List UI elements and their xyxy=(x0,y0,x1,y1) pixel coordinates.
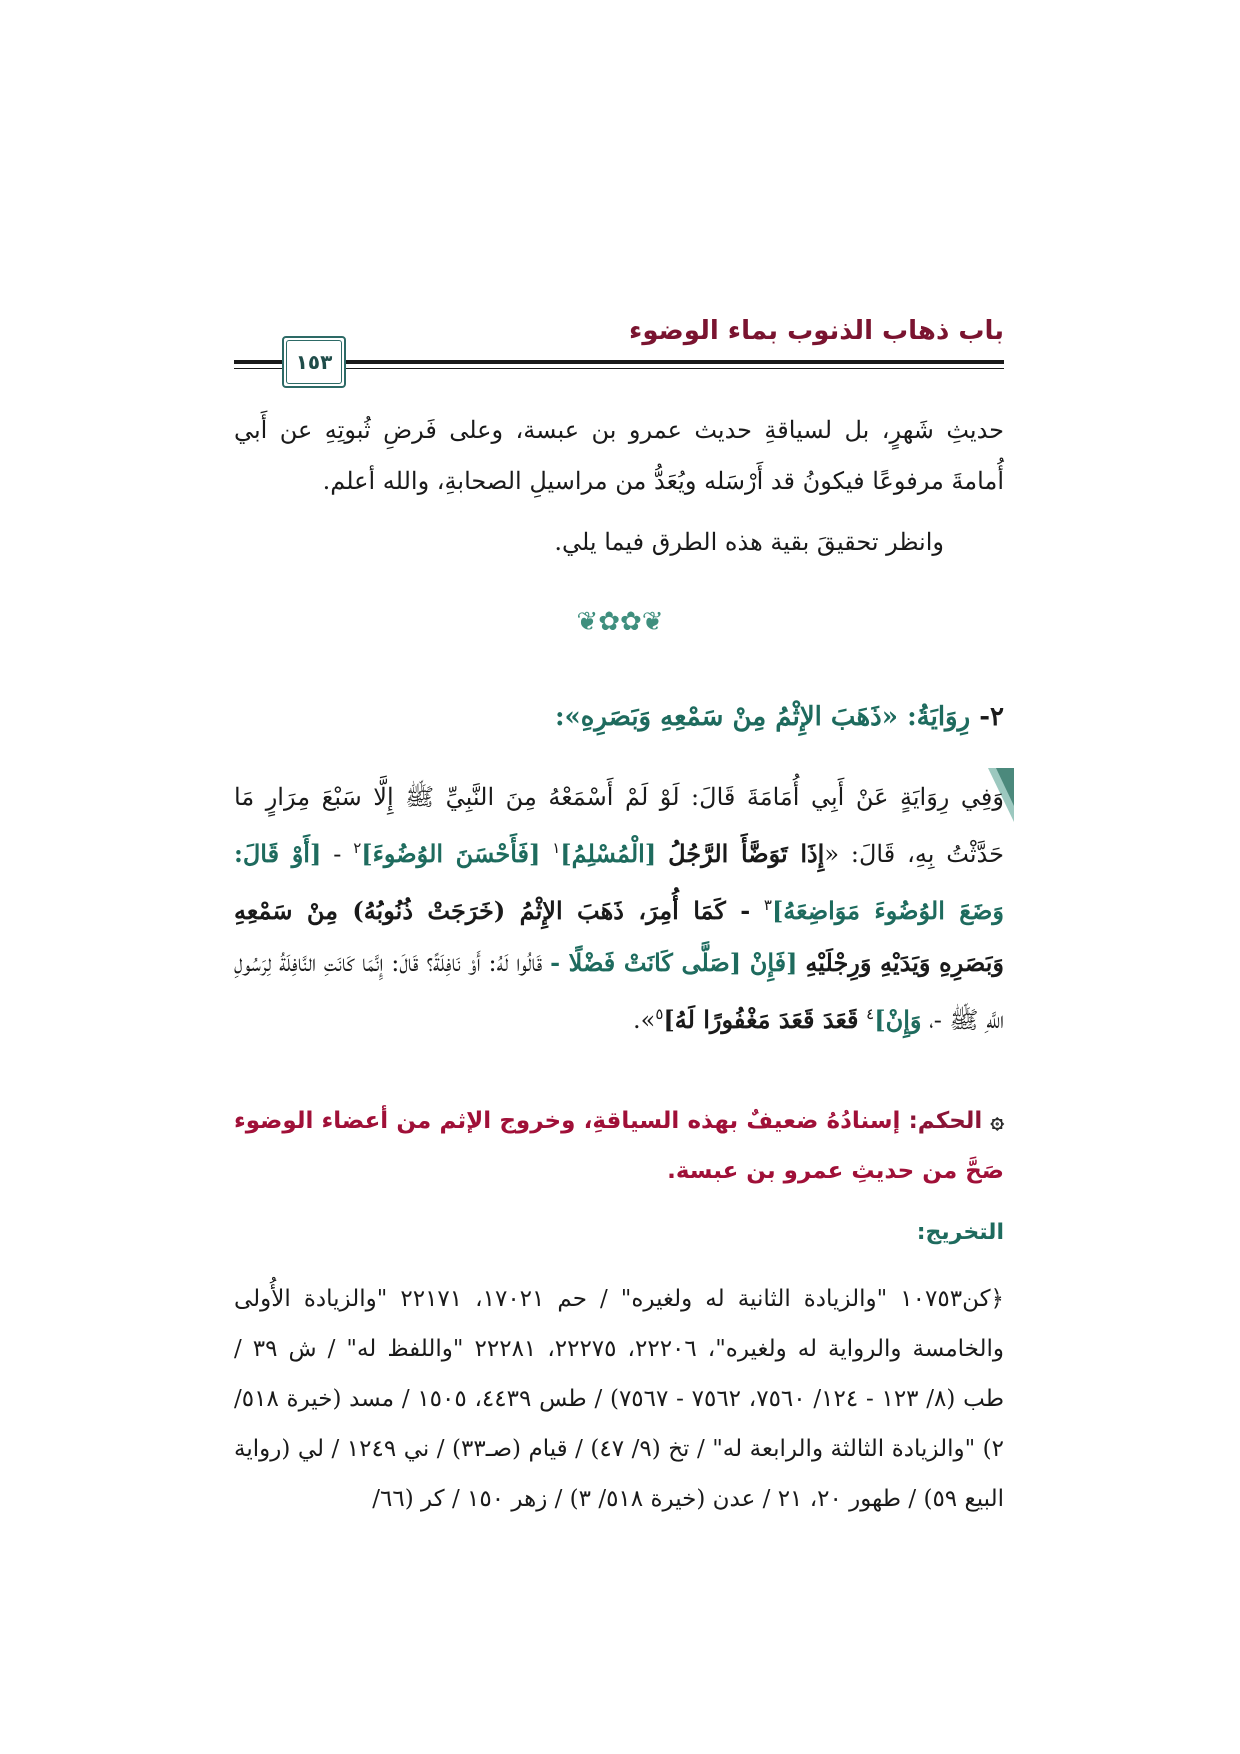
page-number-badge xyxy=(282,336,346,388)
intro-paragraph-2: وانظر تحقيقَ بقية هذه الطرق فيما يلي. xyxy=(554,528,944,556)
header-rule-left-thin xyxy=(236,368,280,369)
footnote-mark-2: ٢ xyxy=(353,839,362,857)
footnote-mark-4: ٤ xyxy=(866,1005,875,1023)
addition-2: [فَأَحْسَنَ الوُضُوءَ] xyxy=(361,839,541,868)
hadith-middle: قَالُوا لَهُ: أَوْ نَافِلَةً؟ قَالَ: إِنَّمَا كَانَتِ النَّافِلَةُ لِرَسُولِ اللَّهِ ﷺ -، xyxy=(234,949,1004,1034)
ruling xyxy=(234,1096,1004,1196)
intro-paragraph: حديثِ شَهرٍ، بل لسياقةِ حديث عمرو بن عبسة، وعلى فَرضِ ثُبوتِهِ عن أَبي أُمامةَ مرفوعًا فيكونُ قد أَرْسَله ويُعَدُّ من مراسيلِ الصحابةِ، والله أعلم. xyxy=(234,416,1004,495)
header-rule xyxy=(234,360,1004,364)
ruling-text: إسنادُهُ ضعيفٌ بهذه السياقةِ، وخروج الإثم من أعضاء الوضوء صَحَّ من حديثِ عمرو بن عبسة. xyxy=(234,1108,1004,1184)
hadith-intro: وَفِي رِوَايَةٍ عَنْ أَبِي أُمَامَةَ قَالَ: لَوْ لَمْ أَسْمَعْهُ مِنَ النَّبِيِّ ﷺ إِلَّا سَبْعَ مِرَارٍ مَا حَدَّثْتُ بِهِ، قَالَ: « xyxy=(234,783,1004,868)
header-rule-left xyxy=(236,360,280,364)
addition-4: [فَإِنْ [صَلَّى كَانَتْ فَضْلًا - xyxy=(550,948,798,977)
page-number-frame xyxy=(286,340,342,384)
hadith-green-3: وَإِنْ] xyxy=(874,1005,922,1034)
hadith-text xyxy=(234,772,1004,1046)
addition-3: [أَوْ قَالَ: وَضَعَ الوُضُوءَ مَوَاضِعَهُ] xyxy=(234,839,1005,925)
footnote-mark-1: ١ xyxy=(552,839,561,857)
section-number: ٢- xyxy=(979,702,1004,732)
ornament-divider: ❦✿✿❦ xyxy=(576,607,664,637)
hadith-bold-1: إِذَا تَوَضَّأَ الرَّجُلُ xyxy=(668,839,825,868)
hadith-bold-2: - كَمَا أُمِرَ، ذَهَبَ الإِثْمُ (خَرَجَتْ ذُنُوبُهُ) مِنْ سَمْعِهِ وَبَصَرِهِ وَيَدَيْهِ وَرِجْلَيْهِ xyxy=(234,896,1004,977)
chapter-title: باب ذهاب الذنوب بماء الوضوء xyxy=(629,316,1004,346)
header-rule-thin xyxy=(234,368,1004,369)
takhrij-text: ﴿كن١٠٧٥٣ "والزيادة الثانية له ولغيره" / حم ١٧٠٢١، ٢٢١٧١ "والزيادة الأُولى والخامسة والرواية له ولغيره"، ٢٢٢٠٦، ٢٢٢٧٥، ٢٢٢٨١ "واللفظ له" / ش ٣٩ / طب (٨/ ١٢٣ - ١٢٤/ ٧٥٦٠، ٧٥٦٢ - ٧٥٦٧) / طس ٤٤٣٩، ١٥٠٥ / مسد (خيرة ٥١٨/ ٢) "والزيادة الثالثة والرابعة له" / تخ (٩/ ٤٧) / قيام (صـ٣٣) / ني ١٢٤٩ / لي (رواية البيع ٥٩) / طهور ٢٠، ٢١ / عدن (خيرة ٥١٨/ ٣) / زهر ١٥٠ / كر (٦٦/ xyxy=(234,1286,1005,1512)
addition-1: [الْمُسْلِمُ] xyxy=(560,839,657,868)
section-label: رِوَايَةُ: xyxy=(907,702,971,732)
hadith-end: ». xyxy=(633,1006,656,1034)
takhrij-heading: التخريج: xyxy=(916,1220,1004,1245)
dash: - xyxy=(333,840,342,868)
section-quote: «ذَهَبَ الإِثْمُ مِنْ سَمْعِهِ وَبَصَرِهِ»: xyxy=(554,702,898,732)
section-heading xyxy=(555,702,1004,732)
footnote-mark-3: ٣ xyxy=(763,896,772,914)
footnote-mark-5: ٥ xyxy=(655,1005,664,1023)
page-number: ١٥٣ xyxy=(295,350,333,374)
ornament-icon: ۞ xyxy=(990,1108,1004,1134)
ruling-label: الحكم: xyxy=(908,1108,983,1134)
hadith-bold-4: قَعَدَ قَعَدَ مَغْفُورًا لَهُ] xyxy=(663,1005,859,1034)
